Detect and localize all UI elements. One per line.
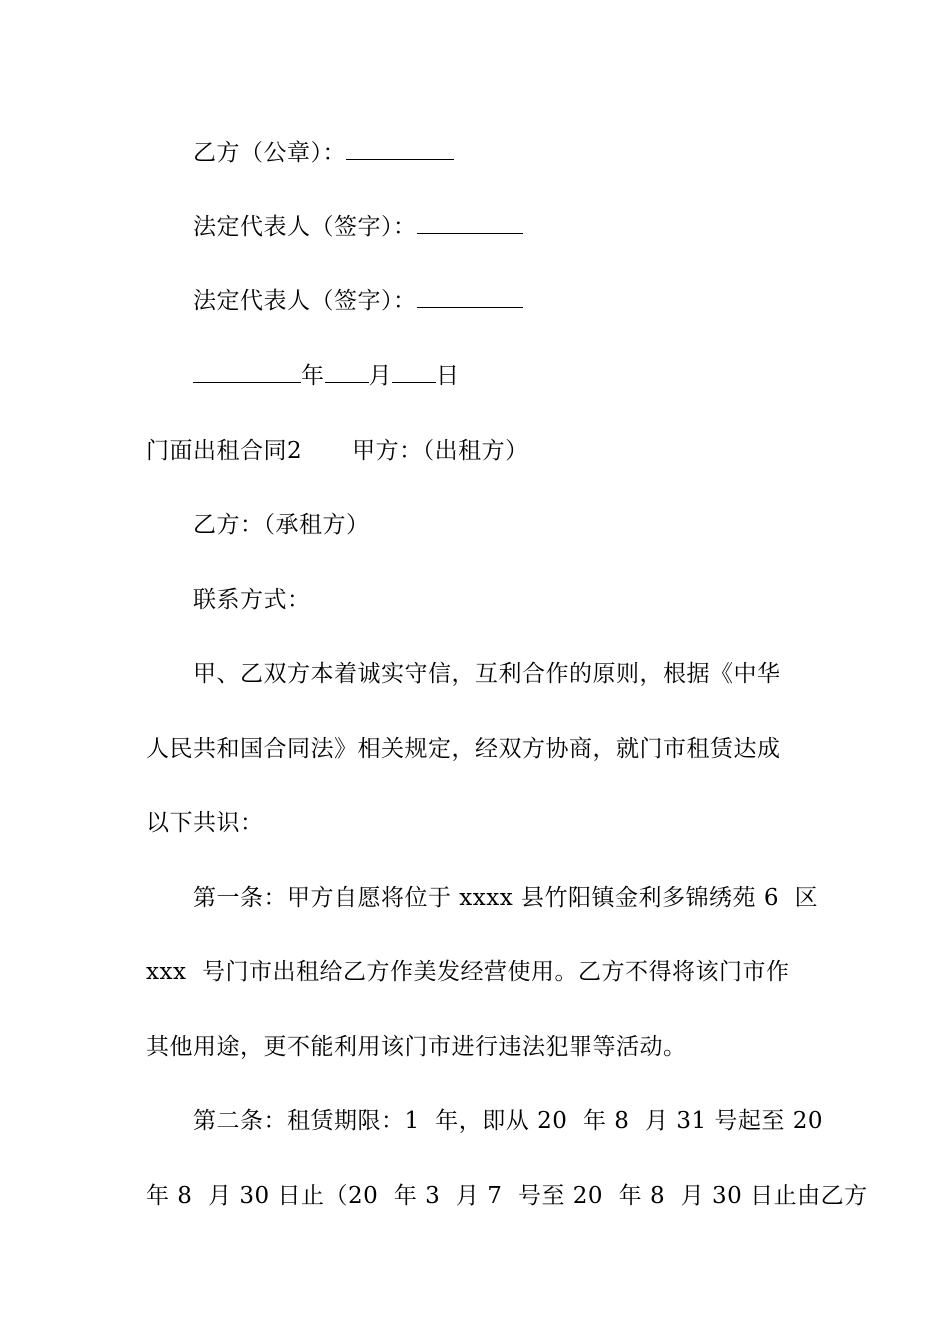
year-blank	[193, 362, 301, 383]
intro-line-2: 人民共和国合同法》相关规定，经双方协商，就门市租赁达成	[146, 736, 781, 762]
date-line	[193, 361, 853, 391]
article1-line-3: 其他用途，更不能利用该门市进行违法犯罪等活动。	[146, 1034, 687, 1060]
article2-line-1: 第二条：租赁期限：1 年，即从 20 年 8 月 31 号起至 20	[193, 1108, 823, 1134]
legal-rep-line-1	[193, 212, 853, 242]
legal-rep-label-1: 法定代表人（签字）：	[193, 214, 417, 240]
seal-blank	[346, 139, 454, 160]
contract2-header-line	[146, 436, 806, 466]
legal-rep-line-2	[193, 286, 853, 316]
contract2-title: 门面出租合同2	[146, 438, 303, 464]
article1-line-2: xxx 号门市出租给乙方作美发经营使用。乙方不得将该门市作	[146, 959, 790, 985]
party-b-seal-line	[193, 138, 853, 168]
contact-line: 联系方式：	[193, 587, 311, 613]
legal-rep-blank-1	[417, 213, 523, 234]
article1-line-1: 第一条：甲方自愿将位于 xxxx 县竹阳镇金利多锦绣苑 6 区	[193, 885, 819, 911]
party-a-label: 甲方：（出租方）	[352, 438, 529, 464]
intro-line-3: 以下共识：	[146, 810, 264, 836]
year-label: 年	[301, 363, 325, 389]
day-label: 日	[436, 363, 460, 389]
legal-rep-label-2: 法定代表人（签字）：	[193, 288, 417, 314]
party-b-line: 乙方：（承租方）	[193, 512, 370, 538]
day-blank	[392, 362, 436, 383]
legal-rep-blank-2	[417, 287, 523, 308]
party-b-seal-label: 乙方（公章）：	[193, 140, 346, 166]
article2-line-2: 年 8 月 30 日止（20 年 3 月 7 号至 20 年 8 月 30 日止由乙方	[146, 1183, 868, 1209]
intro-line-1: 甲、乙双方本着诚实守信，互利合作的原则，根据《中华	[193, 661, 781, 687]
month-label: 月	[368, 363, 392, 389]
month-blank	[325, 362, 369, 383]
